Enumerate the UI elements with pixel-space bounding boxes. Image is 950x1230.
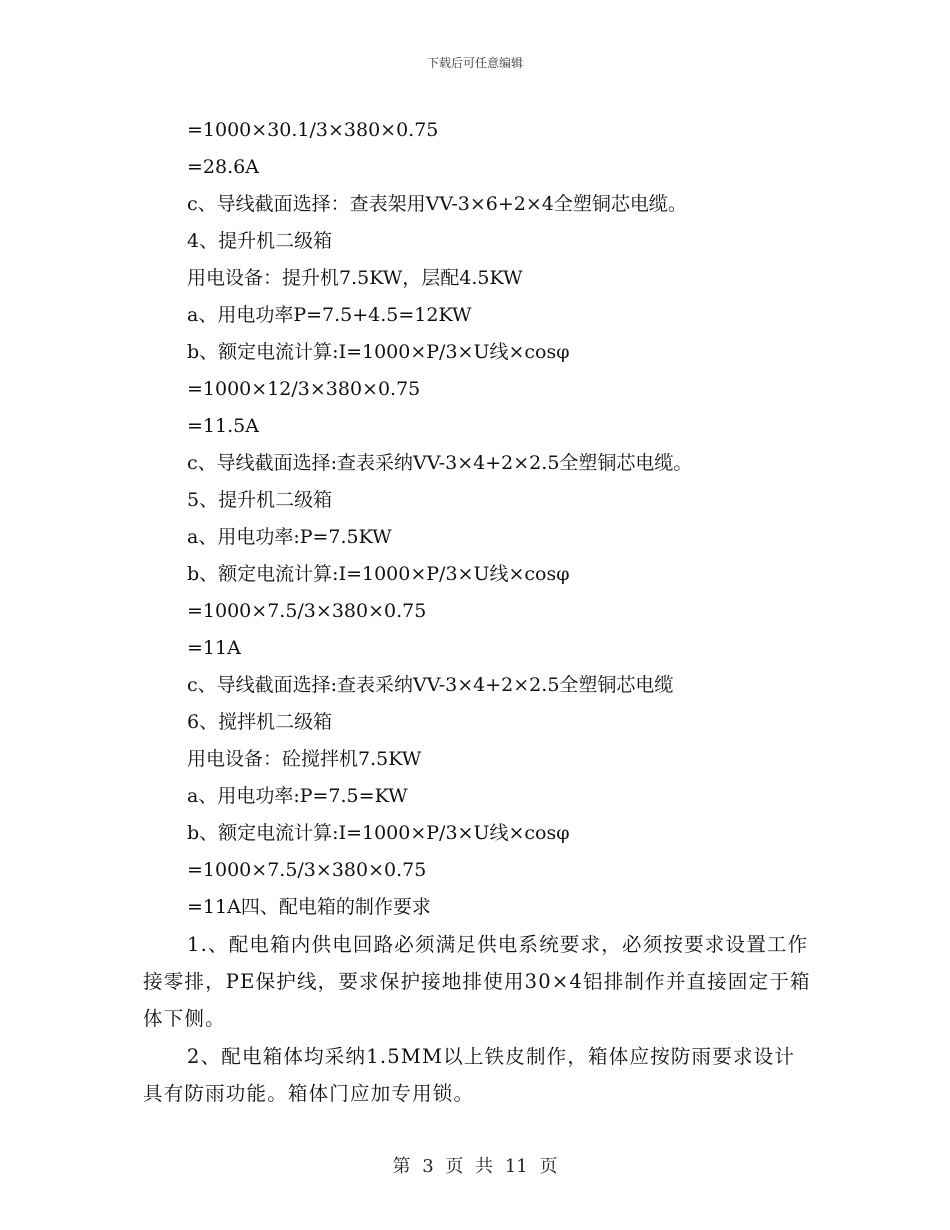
section-heading: 4、提升机二级箱 xyxy=(187,230,333,252)
text-line: =1000×30.1/3×380×0.75 xyxy=(187,119,439,141)
text-line: c、导线截面选择:查表采纳VV-3×4+2×2.5全塑铜芯电缆。 xyxy=(187,452,693,474)
paragraph: 2、配电箱体均采纳1.5MM以上铁皮制作，箱体应按防雨要求设计具有防雨功能。箱体门应加专用锁。 xyxy=(143,1045,796,1105)
text-line: a、用电功率:P=7.5KW xyxy=(187,526,392,548)
text-line: c、导线截面选择：查表架用VV-3×6+2×4全塑铜芯电缆。 xyxy=(187,193,687,215)
text-line: a、用电功率:P=7.5=KW xyxy=(187,785,408,807)
text-line: =11A四、配电箱的制作要求 xyxy=(187,896,431,918)
page-header: 下载后可任意编辑 xyxy=(426,56,523,70)
text-line: a、用电功率P=7.5+4.5=12KW xyxy=(187,304,472,326)
text-line: b、额定电流计算:I=1000×P/3×U线×cosφ xyxy=(187,341,570,363)
text-line: 用电设备：提升机7.5KW，层配4.5KW xyxy=(187,267,523,289)
text-line: =28.6A xyxy=(187,156,259,178)
section-heading: 5、提升机二级箱 xyxy=(187,489,333,511)
text-line: b、额定电流计算:I=1000×P/3×U线×cosφ xyxy=(187,563,570,585)
text-line: =1000×12/3×380×0.75 xyxy=(187,378,421,400)
text-line: 用电设备：砼搅拌机7.5KW xyxy=(187,748,422,770)
text-line: =1000×7.5/3×380×0.75 xyxy=(187,600,427,622)
text-line: =11.5A xyxy=(187,415,259,437)
text-line: c、导线截面选择:查表采纳VV-3×4+2×2.5全塑铜芯电缆 xyxy=(187,674,674,696)
text-line: =1000×7.5/3×380×0.75 xyxy=(187,859,427,881)
page-number: 第 3 页 共 11 页 xyxy=(392,1156,558,1177)
paragraph: 1.、配电箱内供电回路必须满足供电系统要求，必须按要求设置工作接零排，PE保护线，要求保护接地排使用30×4铝排制作并直接固定于箱体下侧。 xyxy=(143,933,811,1030)
document-body xyxy=(143,112,813,1112)
text-line: b、额定电流计算:I=1000×P/3×U线×cosφ xyxy=(187,822,570,844)
text-line: =11A xyxy=(187,637,241,659)
section-heading: 6、搅拌机二级箱 xyxy=(187,711,333,733)
